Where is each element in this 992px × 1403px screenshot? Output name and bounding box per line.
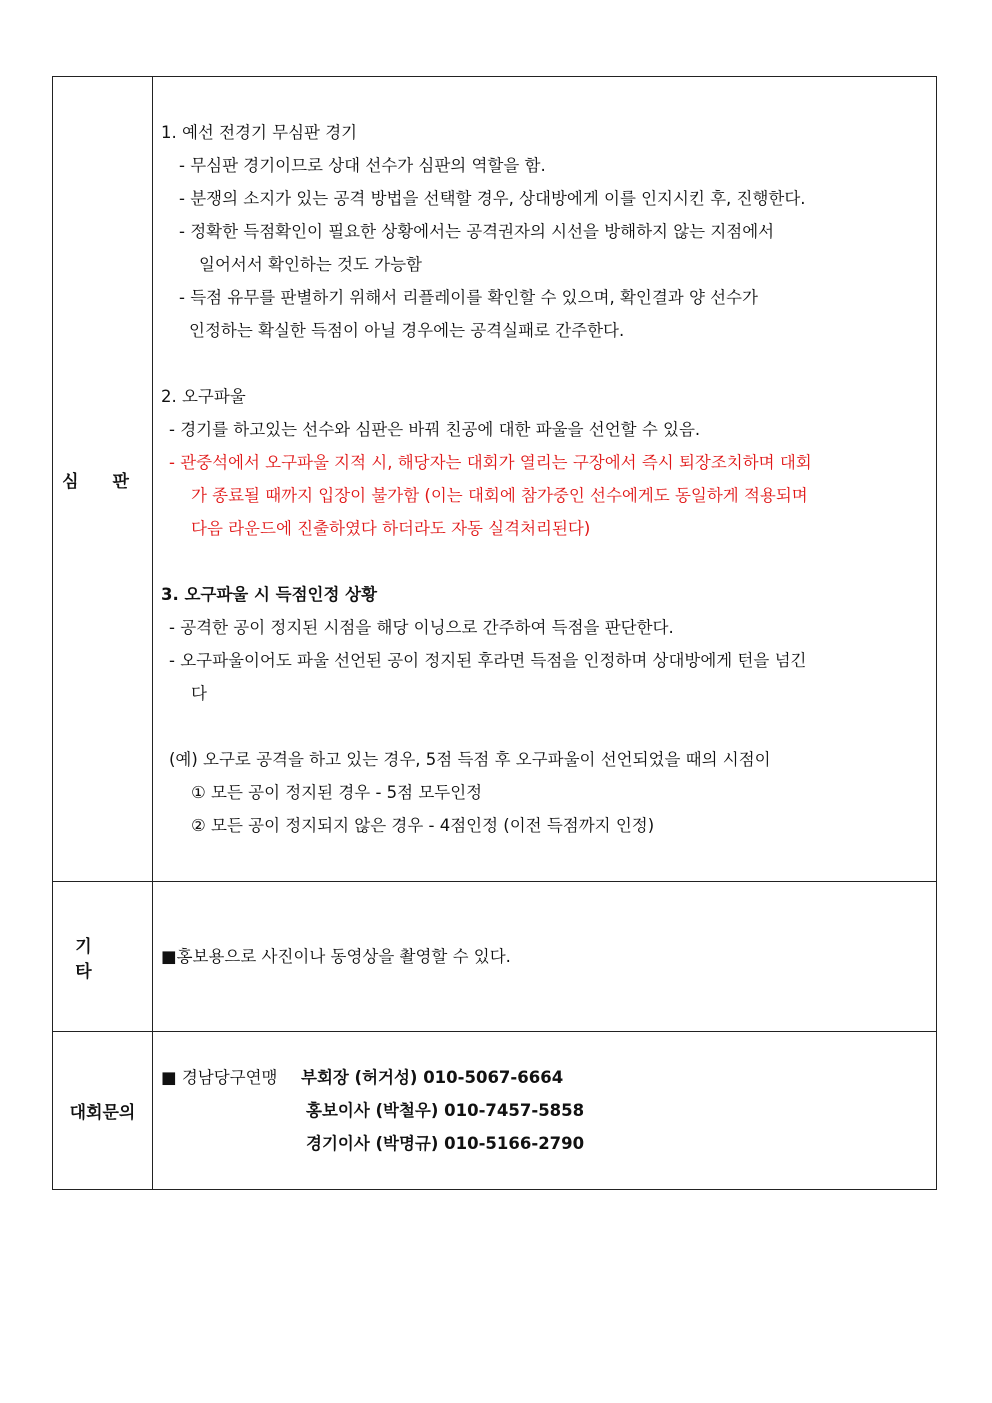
inquiry-label: 대회문의 [53,1032,153,1190]
section-3-line: - 공격한 공이 정지된 시점을 해당 이닝으로 간주하여 득점을 판단한다. [169,618,674,637]
section-1-line: - 득점 유무를 판별하기 위해서 리플레이를 확인할 수 있으며, 확인결과 양 선수가 [179,288,758,307]
section-3-line: 다 [191,684,207,703]
section-3-line: - 오구파울이어도 파울 선언된 공이 정지된 후라면 득점을 인정하며 상대방에게 턴을 넘긴 [169,651,807,670]
section-1-line: - 정확한 득점확인이 필요한 상황에서는 공격권자의 시선을 방해하지 않는 지점에서 [179,222,775,241]
org-name: ■ 경남당구연맹 [161,1068,278,1087]
section-2-line-red: - 관중석에서 오구파울 지적 시, 해당자는 대회가 열리는 구장에서 즉시 퇴장조치하며 대회 [169,453,812,472]
inquiry-content [153,1032,937,1190]
example-title: (예) 오구로 공격을 하고 있는 경우, 5점 득점 후 오구파울이 선언되었을 때의 시점이 [169,750,771,769]
etc-row [53,882,937,1032]
referee-content [153,77,937,882]
etc-label: 기 타 [53,882,153,1032]
section-2-title: 2. 오구파울 [161,387,246,406]
etc-text: ■홍보용으로 사진이나 동영상을 촬영할 수 있다. [161,947,511,966]
section-1-title: 1. 예선 전경기 무심판 경기 [161,123,358,142]
contact-line: 경기이사 (박명규) 010-5166-2790 [306,1134,585,1153]
referee-row [53,77,937,882]
example-line: ② 모든 공이 정지되지 않은 경우 - 4점인정 (이전 득점까지 인정) [191,816,655,835]
section-2-line: - 경기를 하고있는 선수와 심판은 바꿔 친공에 대한 파울을 선언할 수 있음. [169,420,701,439]
contact-line: 부회장 (허거성) 010-5067-6664 [301,1068,564,1087]
section-1-line: 일어서서 확인하는 것도 가능함 [199,255,422,274]
section-3-title: 3. 오구파울 시 득점인정 상황 [161,585,378,604]
example-line: ① 모든 공이 정지된 경우 - 5점 모두인정 [191,783,483,802]
inquiry-row [53,1032,937,1190]
section-2-line-red: 다음 라운드에 진출하였다 하더라도 자동 실격처리된다) [191,519,591,538]
section-1-line: - 분쟁의 소지가 있는 공격 방법을 선택할 경우, 상대방에게 이를 인지시킨 후, 진행한다. [179,189,806,208]
referee-label: 심 판 [53,77,153,882]
contact-line: 홍보이사 (박철우) 010-7457-5858 [306,1101,585,1120]
etc-content [153,882,937,1032]
section-2-line-red: 가 종료될 때까지 입장이 불가함 (이는 대회에 참가중인 선수에게도 동일하게 적용되며 [191,486,808,505]
section-1-line: 인정하는 확실한 득점이 아닐 경우에는 공격실패로 간주한다. [189,321,625,340]
section-1-line: - 무심판 경기이므로 상대 선수가 심판의 역할을 함. [179,156,546,175]
rules-table [52,76,937,1190]
